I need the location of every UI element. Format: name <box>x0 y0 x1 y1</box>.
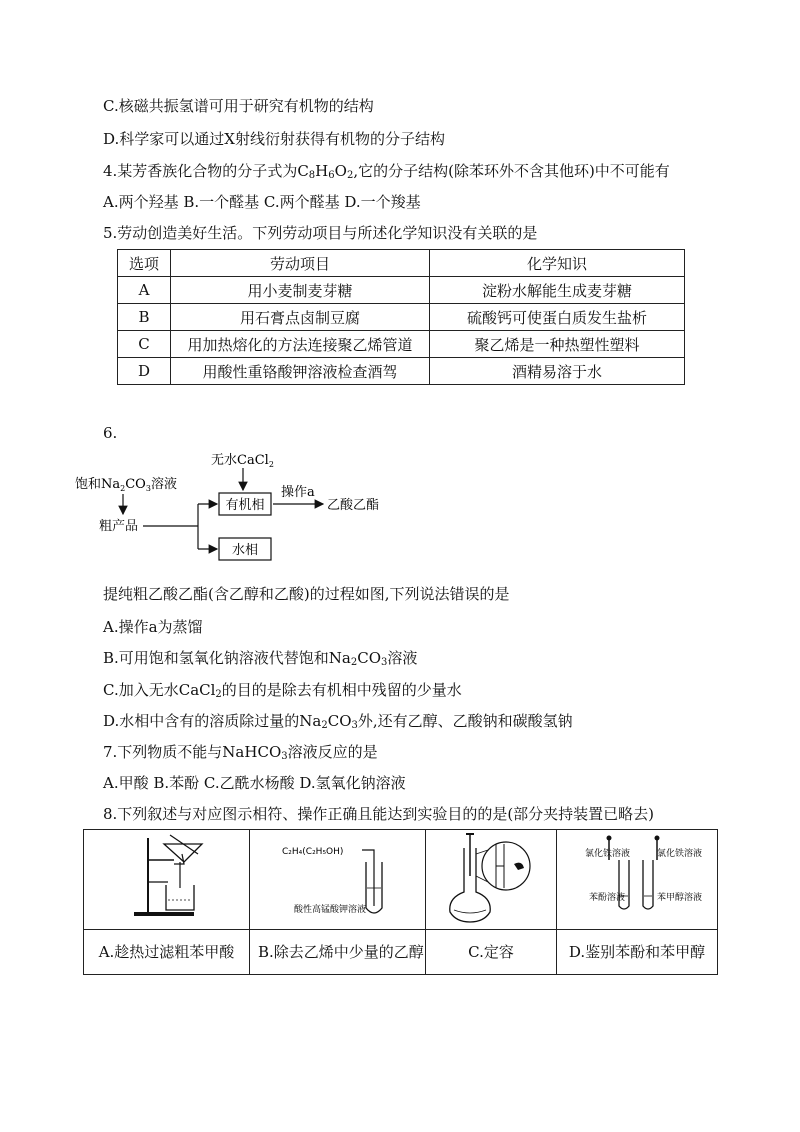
table-header-cell: 劳动项目 <box>171 250 430 277</box>
q6c-text-a: C.加入无水CaCl <box>103 681 216 699</box>
caption-row <box>84 930 718 975</box>
question-4 <box>103 160 670 182</box>
option-6c <box>103 679 462 701</box>
table-header-cell: 化学知识 <box>430 250 685 277</box>
q6b-text-b: CO <box>357 649 382 667</box>
q6d-text-a: D.水相中含有的溶质除过量的Na <box>103 712 322 730</box>
ethyl-acetate-label: 乙酸乙酯 <box>327 498 380 513</box>
table-cell: C <box>118 331 171 358</box>
table-cell: 酒精易溶于水 <box>430 358 685 385</box>
caption-a: A.趁热过滤粗苯甲酸 <box>98 943 235 961</box>
q6d-text-c: 外,还有乙醇、乙酸钠和碳酸氢钠 <box>357 712 573 730</box>
figure-cell-d <box>557 830 718 930</box>
na2co3-label: 饱和$Na_2CO_3$溶液 <box>75 477 177 493</box>
gas-washing-apparatus-icon <box>250 832 425 927</box>
table-cell: 硫酸钙可使蛋白质发生盐析 <box>430 304 685 331</box>
q4-text-a: 4.某芳香族化合物的分子式为C <box>103 162 309 180</box>
question-8: 8.下列叙述与对应图示相符、操作正确且能达到实验目的的是(部分夹持装置已略去) <box>103 805 655 823</box>
question-5-table <box>117 249 685 385</box>
question-8-table <box>83 829 718 975</box>
d-fecl3-left-label: 氯化铁溶液 <box>585 849 631 859</box>
option-6d <box>103 710 573 732</box>
table-row <box>118 277 685 304</box>
d-phenol-label: 苯酚溶液 <box>589 893 626 903</box>
q6b-sub-2: 2 <box>350 657 358 668</box>
d-fecl3-right-label: 氯化铁溶液 <box>657 849 703 859</box>
q4-text-b: H <box>315 162 329 180</box>
q6b-sub-3: 3 <box>381 657 388 668</box>
figure-row <box>84 830 718 930</box>
q4-sub-2: 2 <box>346 170 354 181</box>
caption-cell <box>426 930 557 975</box>
table-cell: 用酸性重铬酸钾溶液检查酒驾 <box>171 358 430 385</box>
question-7 <box>103 741 378 763</box>
caption-c: C.定容 <box>468 943 514 961</box>
cacl2-label: 无水CaCl$_2$ <box>211 453 274 469</box>
table-cell: 用加热熔化的方法连接聚乙烯管道 <box>171 331 430 358</box>
q6b-text-a: B.可用饱和氢氧化钠溶液代替饱和Na <box>103 649 351 667</box>
volumetric-flask-icon <box>426 830 556 925</box>
caption-cell <box>250 930 426 975</box>
question-6-stem: 提纯粗乙酸乙酯(含乙醇和乙酸)的过程如图,下列说法错误的是 <box>103 585 510 603</box>
d-benzyl-label: 苯甲醇溶液 <box>657 893 703 903</box>
question-4-options: A.两个羟基 B.一个醛基 C.两个醛基 D.一个羧基 <box>103 193 421 211</box>
purification-flow-diagram <box>75 446 475 576</box>
aqueous-phase-label: 水相 <box>231 543 259 558</box>
option-3d: D.科学家可以通过X射线衍射获得有机物的分子结构 <box>103 130 445 148</box>
operation-a-label: 操作a <box>281 485 315 500</box>
question-5: 5.劳动创造美好生活。下列劳动项目与所述化学知识没有关联的是 <box>103 224 538 242</box>
crude-product-label: 粗产品 <box>99 519 139 534</box>
table-cell: A <box>118 277 171 304</box>
q6d-text-b: CO <box>327 712 352 730</box>
table-header-cell: 选项 <box>118 250 171 277</box>
table-cell: 聚乙烯是一种热塑性塑料 <box>430 331 685 358</box>
table-row <box>118 358 685 385</box>
test-tubes-icon <box>557 832 717 927</box>
question-6-number: 6. <box>103 424 118 442</box>
table-row <box>118 304 685 331</box>
caption-cell <box>84 930 250 975</box>
q7-text-b: 溶液反应的是 <box>287 743 378 761</box>
hot-filtration-apparatus-icon <box>84 830 249 925</box>
b-solution-label: 酸性高锰酸钾溶液 <box>294 905 367 915</box>
option-6a: A.操作a为蒸馏 <box>103 618 203 636</box>
q4-text-d: ,它的分子结构(除苯环外不含其他环)中不可能有 <box>353 162 670 180</box>
option-6b <box>103 647 417 669</box>
figure-cell-a <box>84 830 250 930</box>
question-7-options: A.甲酸 B.苯酚 C.乙酰水杨酸 D.氢氧化钠溶液 <box>103 774 406 792</box>
q4-sub-6: 6 <box>328 170 335 181</box>
table-cell: B <box>118 304 171 331</box>
q6d-sub-2: 2 <box>321 720 328 731</box>
figure-cell-b <box>250 830 426 930</box>
table-cell: 淀粉水解能生成麦芽糖 <box>430 277 685 304</box>
b-formula-label: C₂H₄(C₂H₅OH) <box>282 847 344 857</box>
q4-text-c: O <box>334 162 347 180</box>
table-header-row <box>118 250 685 277</box>
table-row <box>118 331 685 358</box>
q4-sub-8: 8 <box>308 170 316 181</box>
option-3c: C.核磁共振氢谱可用于研究有机物的结构 <box>103 97 374 115</box>
q6c-sub-2: 2 <box>215 689 222 700</box>
table-cell: 用石膏点卤制豆腐 <box>171 304 430 331</box>
q6d-sub-3: 3 <box>351 720 358 731</box>
table-cell: 用小麦制麦芽糖 <box>171 277 430 304</box>
q6c-text-b: 的目的是除去有机相中残留的少量水 <box>221 681 462 699</box>
caption-d: D.鉴别苯酚和苯甲醇 <box>568 943 706 961</box>
organic-phase-label: 有机相 <box>225 498 265 513</box>
caption-cell <box>557 930 718 975</box>
q7-sub-3: 3 <box>281 751 288 762</box>
caption-b: B.除去乙烯中少量的乙醇 <box>258 943 424 961</box>
figure-cell-c <box>426 830 557 930</box>
q7-text-a: 7.下列物质不能与NaHCO <box>103 743 282 761</box>
table-cell: D <box>118 358 171 385</box>
q6b-text-c: 溶液 <box>387 649 418 667</box>
